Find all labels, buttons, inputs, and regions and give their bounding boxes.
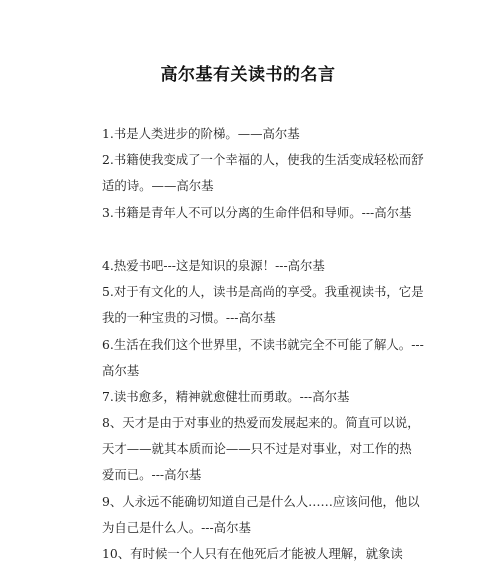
paragraph-8: 8、天才是由于对事业的热爱而发展起来的。简直可以说，天才——就其本质而论——只不过是对事业，对工作的热爱而已。---高尔基 <box>102 415 420 483</box>
paragraph-3: 3.书籍是青年人不可以分离的生命伴侣和导师。---高尔基 <box>102 205 412 220</box>
paragraph-9: 9、人永远不能确切知道自己是什么人……应该问他，他以为自己是什么人。---高尔基 <box>102 494 420 536</box>
paragraph-10: 10、有时候一个人只有在他死后才能被人理解，就象读 <box>102 546 403 561</box>
paragraph-2: 2.书籍使我变成了一个幸福的人，使我的生活变成轻松而舒适的诗。——高尔基 <box>102 152 424 194</box>
paragraph-6: 6.生活在我们这个世界里，不读书就完全不可能了解人。---高尔基 <box>102 337 424 379</box>
paragraph-7: 7.读书愈多，精神就愈健壮而勇敢。---高尔基 <box>102 389 350 404</box>
paragraph-4: 4.热爱书吧---这是知识的泉源！---高尔基 <box>102 258 325 273</box>
paragraph-5: 5.对于有文化的人，读书是高尚的享受。我重视读书，它是我的一种宝贵的习惯。---高尔基 <box>102 284 424 326</box>
paragraph-1: 1.书是人类进步的阶梯。——高尔基 <box>102 126 300 141</box>
document-title: 高尔基有关读书的名言 <box>160 65 336 85</box>
